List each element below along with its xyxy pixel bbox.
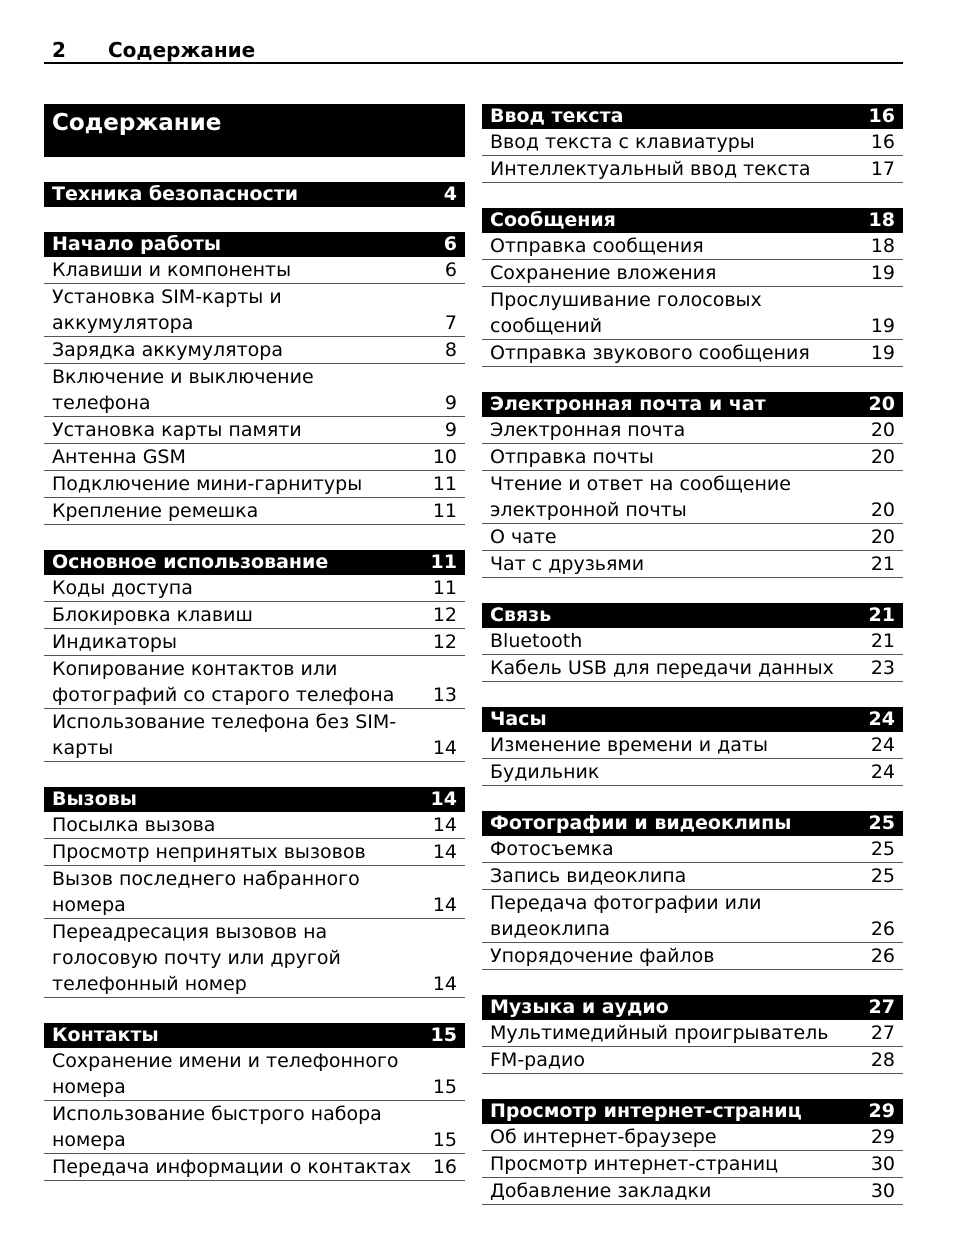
toc-section-heading[interactable] (482, 995, 903, 1020)
toc-entry[interactable] (44, 709, 465, 762)
toc-entry-text: Прослушивание голосовых сообщений (490, 289, 762, 337)
toc-entry[interactable] (44, 1101, 465, 1154)
toc-entry[interactable] (482, 890, 903, 943)
toc-entry[interactable] (482, 863, 903, 890)
toc-entry[interactable] (44, 575, 465, 602)
toc-entry-text: Просмотр интернет-страниц (490, 1153, 779, 1175)
toc-section-title: Начало работы (52, 233, 222, 255)
toc-section-page: 29 (868, 1100, 895, 1122)
toc-entry[interactable] (44, 498, 465, 525)
toc-section-heading[interactable] (44, 1023, 465, 1048)
toc-entry-text: FM-радио (490, 1049, 585, 1071)
toc-entry-text: Индикаторы (52, 631, 177, 653)
toc-entry[interactable] (482, 340, 903, 367)
toc-entry-text: Использование быстрого набора номера (52, 1103, 382, 1151)
toc-entry-text: Чат с друзьями (490, 553, 645, 575)
toc-section (482, 995, 903, 1074)
toc-entry-text: Ввод текста с клавиатуры (490, 131, 755, 153)
toc-entry[interactable] (44, 656, 465, 709)
toc-entry-page: 30 (870, 1153, 895, 1175)
toc-entry[interactable] (482, 836, 903, 863)
toc-entry-text: Электронная почта (490, 419, 686, 441)
toc-entry[interactable] (482, 655, 903, 682)
toc-section-heading[interactable] (482, 392, 903, 417)
toc-entry-page: 19 (870, 342, 895, 364)
toc-entry-text: Клавиши и компоненты (52, 259, 292, 281)
toc-entry[interactable] (482, 628, 903, 655)
toc-entry[interactable] (44, 337, 465, 364)
toc-entry-page: 21 (870, 630, 895, 652)
toc-entry-text: Фотосъемка (490, 838, 614, 860)
toc-main-title: Содержание (44, 104, 465, 157)
toc-entry[interactable] (44, 364, 465, 417)
toc-entry[interactable] (482, 260, 903, 287)
toc-entry-page: 27 (870, 1022, 895, 1044)
toc-entry-text: Интеллектуальный ввод текста (490, 158, 811, 180)
toc-entry[interactable] (482, 1178, 903, 1205)
toc-entry-text: Запись видеоклипа (490, 865, 687, 887)
toc-entry-page: 16 (432, 1156, 457, 1178)
toc-entry-text: Использование телефона без SIM- карты (52, 711, 397, 759)
toc-entry-page: 12 (432, 631, 457, 653)
toc-section-heading[interactable] (482, 603, 903, 628)
toc-entry-text: Сохранение имени и телефонного номера (52, 1050, 399, 1098)
toc-entry[interactable] (482, 524, 903, 551)
toc-section-heading[interactable] (482, 208, 903, 233)
toc-section-page: 4 (443, 183, 457, 205)
toc-entry[interactable] (482, 156, 903, 183)
toc-entry-page: 15 (432, 1076, 457, 1098)
toc-entry-page: 21 (870, 553, 895, 575)
toc-section-heading[interactable] (482, 811, 903, 836)
toc-entry-text: Включение и выключение телефона (52, 366, 314, 414)
toc-entry-page: 26 (870, 945, 895, 967)
toc-section-page: 21 (868, 604, 895, 626)
toc-section-page: 25 (868, 812, 895, 834)
toc-entry[interactable] (44, 1048, 465, 1101)
toc-entry-page: 15 (432, 1129, 457, 1151)
toc-entry-text: Подключение мини-гарнитуры (52, 473, 363, 495)
toc-right-column (482, 104, 903, 1205)
toc-section (482, 104, 903, 183)
toc-entry-page: 7 (444, 312, 457, 334)
toc-section-title: Сообщения (490, 209, 616, 231)
toc-entry-page: 10 (432, 446, 457, 468)
toc-section-title: Электронная почта и чат (490, 393, 766, 415)
toc-section-page: 24 (868, 708, 895, 730)
toc-entry-page: 23 (870, 657, 895, 679)
toc-entry[interactable] (482, 732, 903, 759)
toc-entry[interactable] (44, 866, 465, 919)
page-number: 2 (52, 38, 66, 62)
toc-entry-page: 17 (870, 158, 895, 180)
toc-section-page: 11 (430, 551, 457, 573)
toc-entry-page: 25 (870, 865, 895, 887)
toc-entry-text: Об интернет-браузере (490, 1126, 717, 1148)
toc-entry-page: 30 (870, 1180, 895, 1202)
toc-section-page: 20 (868, 393, 895, 415)
toc-entry[interactable] (482, 1151, 903, 1178)
toc-section-heading[interactable] (482, 707, 903, 732)
toc-section (482, 392, 903, 578)
toc-entry-text: Антенна GSM (52, 446, 186, 468)
toc-entry[interactable] (44, 417, 465, 444)
toc-section-title: Основное использование (52, 551, 329, 573)
toc-entry[interactable] (482, 1047, 903, 1074)
toc-entry[interactable] (44, 257, 465, 284)
toc-entry-text: Мультимедийный проигрыватель (490, 1022, 829, 1044)
toc-entry-page: 8 (444, 339, 457, 361)
toc-entry[interactable] (44, 629, 465, 656)
toc-entry[interactable] (44, 602, 465, 629)
toc-section-page: 16 (868, 105, 895, 127)
toc-entry-text: Просмотр непринятых вызовов (52, 841, 366, 863)
toc-left-column (44, 104, 465, 1181)
toc-entry-text: Установка SIM-карты и аккумулятора (52, 286, 282, 334)
toc-entry-text: Отправка сообщения (490, 235, 704, 257)
toc-entry-text: Вызов последнего набранного номера (52, 868, 360, 916)
toc-section-page: 27 (868, 996, 895, 1018)
toc-entry[interactable] (482, 943, 903, 970)
toc-entry-page: 11 (432, 577, 457, 599)
toc-entry-page: 25 (870, 838, 895, 860)
toc-section-title: Контакты (52, 1024, 159, 1046)
toc-section-page: 6 (443, 233, 457, 255)
toc-entry[interactable] (482, 1020, 903, 1047)
toc-entry[interactable] (482, 471, 903, 524)
toc-section-heading[interactable] (482, 1099, 903, 1124)
toc-section (482, 707, 903, 786)
toc-section-title: Техника безопасности (52, 183, 299, 205)
toc-entry-text: Коды доступа (52, 577, 193, 599)
toc-entry[interactable] (482, 1124, 903, 1151)
toc-entry-page: 20 (870, 499, 895, 521)
toc-section-title: Просмотр интернет-страниц (490, 1100, 802, 1122)
toc-entry-page: 20 (870, 419, 895, 441)
toc-entry-page: 14 (432, 841, 457, 863)
toc-entry-text: Установка карты памяти (52, 419, 302, 441)
toc-section (44, 550, 465, 762)
toc-entry-page: 19 (870, 262, 895, 284)
toc-entry-text: Упорядочение файлов (490, 945, 715, 967)
toc-entry-text: Передача фотографии или видеоклипа (490, 892, 762, 940)
toc-entry-page: 18 (870, 235, 895, 257)
toc-entry[interactable] (44, 444, 465, 471)
toc-section (482, 603, 903, 682)
toc-entry-text: Передача информации о контактах (52, 1156, 412, 1178)
toc-entry-text: О чате (490, 526, 557, 548)
toc-entry-page: 29 (870, 1126, 895, 1148)
toc-entry[interactable] (44, 284, 465, 337)
toc-section-title: Музыка и аудио (490, 996, 669, 1018)
toc-section-heading[interactable] (482, 104, 903, 129)
toc-section (44, 232, 465, 525)
toc-entry[interactable] (482, 417, 903, 444)
toc-entry[interactable] (44, 471, 465, 498)
toc-section-title: Связь (490, 604, 552, 626)
toc-entry[interactable] (44, 1154, 465, 1181)
page-header (44, 38, 903, 64)
toc-entry-text: Изменение времени и даты (490, 734, 768, 756)
toc-section-heading[interactable] (44, 787, 465, 812)
toc-entry-page: 24 (870, 761, 895, 783)
toc-entry-page: 13 (432, 684, 457, 706)
toc-section (44, 182, 465, 207)
toc-entry-page: 11 (432, 500, 457, 522)
toc-section-heading[interactable] (44, 182, 465, 207)
toc-entry[interactable] (482, 287, 903, 340)
toc-section-heading[interactable] (44, 550, 465, 575)
toc-entry-page: 14 (432, 894, 457, 916)
toc-section (44, 787, 465, 998)
toc-entry-page: 24 (870, 734, 895, 756)
toc-section-title: Часы (490, 708, 547, 730)
toc-entry-text: Блокировка клавиш (52, 604, 253, 626)
toc-entry-text: Добавление закладки (490, 1180, 712, 1202)
toc-entry-text: Переадресация вызовов на голосовую почту или другой телефонный номер (52, 921, 341, 995)
toc-entry[interactable] (44, 919, 465, 998)
toc-entry-text: Крепление ремешка (52, 500, 259, 522)
toc-entry-text: Сохранение вложения (490, 262, 717, 284)
toc-section-page: 14 (430, 788, 457, 810)
toc-entry-text: Будильник (490, 761, 600, 783)
toc-entry-page: 9 (444, 419, 457, 441)
toc-section-title: Ввод текста (490, 105, 624, 127)
toc-entry[interactable] (44, 812, 465, 839)
toc-entry-page: 14 (432, 973, 457, 995)
toc-entry-page: 14 (432, 814, 457, 836)
toc-entry[interactable] (482, 444, 903, 471)
toc-entry-text: Посылка вызова (52, 814, 216, 836)
toc-entry-text: Отправка почты (490, 446, 654, 468)
toc-entry-page: 11 (432, 473, 457, 495)
page-header-title: Содержание (108, 38, 256, 62)
toc-entry-page: 16 (870, 131, 895, 153)
toc-entry-text: Копирование контактов или фотографий со старого телефона (52, 658, 395, 706)
toc-section-page: 15 (430, 1024, 457, 1046)
toc-entry-text: Зарядка аккумулятора (52, 339, 283, 361)
toc-entry-text: Bluetooth (490, 630, 583, 652)
toc-section (482, 1099, 903, 1205)
toc-section (482, 208, 903, 367)
toc-entry-page: 26 (870, 918, 895, 940)
toc-entry-text: Отправка звукового сообщения (490, 342, 810, 364)
toc-section-title: Вызовы (52, 788, 137, 810)
toc-entry-page: 20 (870, 526, 895, 548)
toc-entry-page: 12 (432, 604, 457, 626)
toc-entry-page: 20 (870, 446, 895, 468)
toc-entry-text: Чтение и ответ на сообщение электронной почты (490, 473, 791, 521)
toc-entry[interactable] (482, 759, 903, 786)
toc-entry-page: 19 (870, 315, 895, 337)
toc-section-title: Фотографии и видеоклипы (490, 812, 792, 834)
toc-entry[interactable] (482, 233, 903, 260)
toc-section (482, 811, 903, 970)
toc-entry-page: 6 (444, 259, 457, 281)
toc-entry[interactable] (482, 129, 903, 156)
toc-section-heading[interactable] (44, 232, 465, 257)
toc-section-page: 18 (868, 209, 895, 231)
toc-entry-page: 28 (870, 1049, 895, 1071)
toc-entry-page: 9 (444, 392, 457, 414)
toc-entry[interactable] (482, 551, 903, 578)
toc-entry-text: Кабель USB для передачи данных (490, 657, 834, 679)
toc-entry[interactable] (44, 839, 465, 866)
toc-section (44, 1023, 465, 1181)
toc-entry-page: 14 (432, 737, 457, 759)
